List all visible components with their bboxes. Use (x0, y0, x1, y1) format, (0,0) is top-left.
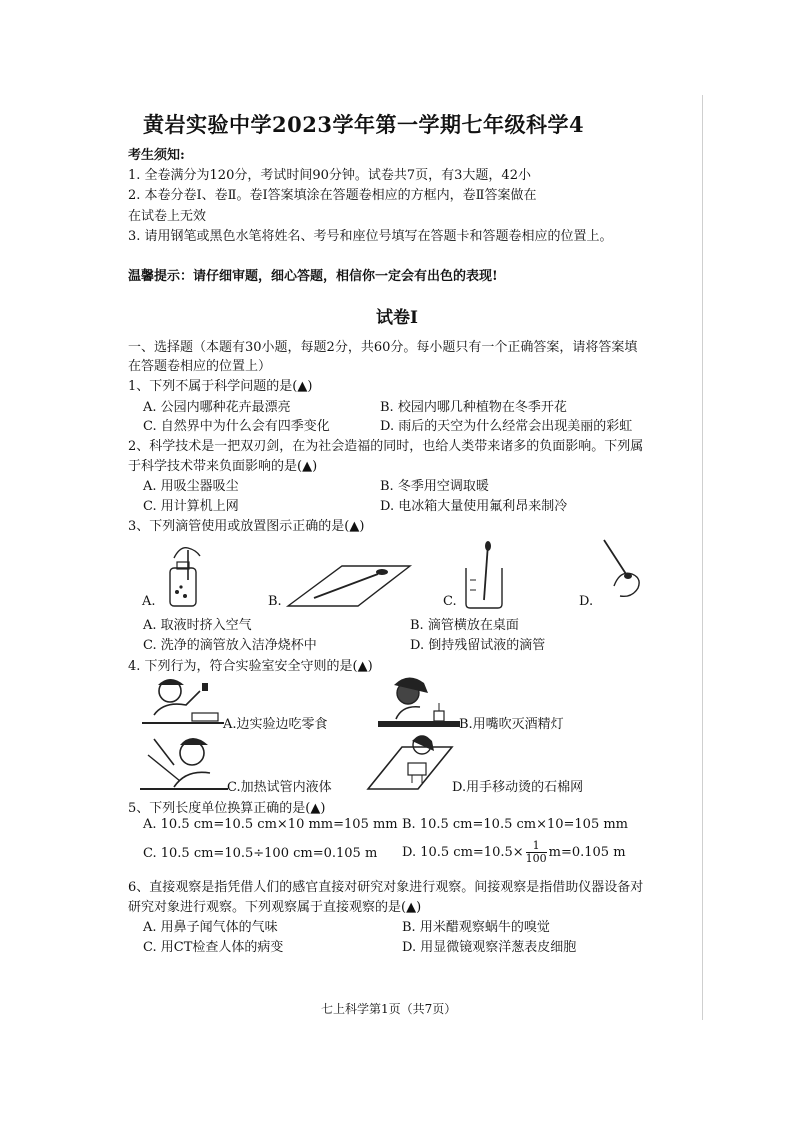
q6-stem-1: 6、直接观察是指凭借人们的感官直接对研究对象进行观察。间接观察是指借助仪器设备对 (128, 880, 644, 895)
q5-option-d-prefix: D. 10.5 cm=10.5× (402, 845, 524, 860)
q5-option-a: A. 10.5 cm=10.5 cm×10 mm=105 mm (143, 817, 398, 832)
q5-option-d (402, 840, 626, 865)
q3-fig-label-a: A. (142, 594, 156, 609)
dropper-on-table-figure (284, 560, 414, 610)
notice-item-3: 3. 请用钢笔或黑色水笔将姓名、考号和座位号填写在答题卡和答题卷相应的位置上。 (128, 229, 613, 244)
part1-line1: 一、选择题（本题有30小题，每题2分，共60分。每小题只有一个正确答案，请将答案填 (128, 340, 638, 355)
notice-heading: 考生须知: (128, 148, 185, 163)
page-edge-line (702, 95, 703, 1020)
q3-fig-label-c: C. (443, 594, 457, 609)
q3-option-b: B. 滴管横放在桌面 (410, 618, 519, 633)
q3-option-c: C. 洗净的滴管放入洁净烧杯中 (143, 638, 317, 653)
section-title: 试卷Ⅰ (376, 308, 418, 328)
dropper-in-bottle-figure (160, 540, 210, 610)
fraction (526, 840, 547, 865)
q1-option-c: C. 自然界中为什么会有四季变化 (143, 419, 330, 434)
q5-option-b: B. 10.5 cm=10.5 cm×10=105 mm (402, 817, 629, 832)
student-eating-figure (140, 675, 225, 730)
notice-item-2: 2. 本卷分卷Ⅰ、卷Ⅱ。卷Ⅰ答案填涂在答题卷相应的方框内，卷Ⅱ答案做在 (128, 188, 537, 203)
q6-stem-2: 研究对象进行观察。下列观察属于直接观察的是(▲) (128, 900, 422, 915)
q3-option-a: A. 取液时挤入空气 (143, 618, 252, 633)
tip-text: 温馨提示：请仔细审题，细心答题，相信你一定会有出色的表现! (128, 269, 498, 284)
q6-option-d: D. 用显微镜观察洋葱表皮细胞 (402, 940, 577, 955)
q1-option-a: A. 公园内哪种花卉最漂亮 (143, 400, 291, 415)
q6-option-b: B. 用米醋观察蜗牛的嗅觉 (402, 920, 550, 935)
fraction-numerator: 1 (526, 840, 547, 853)
student-heating-tube-figure (140, 735, 228, 793)
q5-stem: 5、下列长度单位换算正确的是(▲) (128, 801, 326, 816)
q5-option-c: C. 10.5 cm=10.5÷100 cm=0.105 m (143, 846, 378, 861)
q1-option-b: B. 校园内哪几种植物在冬季开花 (380, 400, 567, 415)
q4-option-a: A.边实验边吃零食 (223, 717, 328, 732)
page-footer: 七上科学第1页（共7页） (321, 1002, 457, 1016)
student-moving-gauze-figure (366, 735, 454, 793)
dropper-in-beaker-figure (460, 540, 510, 610)
inverted-dropper-hand-figure (598, 538, 648, 608)
q2-option-d: D. 电冰箱大量使用氟利昂来制冷 (380, 499, 568, 514)
q4-option-c: C.加热试管内液体 (227, 780, 332, 795)
q4-stem: 4. 下列行为，符合实验室安全守则的是(▲) (128, 659, 373, 674)
q5-option-d-suffix: m=0.105 m (548, 845, 626, 860)
q1-option-d: D. 雨后的天空为什么经常会出现美丽的彩虹 (380, 419, 633, 434)
exam-title: 黄岩实验中学2023学年第一学期七年级科学4 (143, 112, 585, 137)
fraction-denominator: 100 (525, 852, 547, 865)
q3-option-d: D. 倒持残留试液的滴管 (410, 638, 546, 653)
q1-stem: 1、下列不属于科学问题的是(▲) (128, 379, 313, 394)
q2-stem-2: 于科学技术带来负面影响的是(▲) (128, 459, 318, 474)
q2-option-a: A. 用吸尘器吸尘 (143, 479, 239, 494)
q4-option-d: D.用手移动烫的石棉网 (452, 780, 584, 795)
q3-fig-label-d: D. (579, 594, 594, 609)
part1-line2: 在答题卷相应的位置上） (128, 359, 272, 374)
student-blowing-lamp-figure (378, 675, 460, 730)
q3-fig-label-b: B. (268, 594, 282, 609)
q3-stem: 3、下列滴管使用或放置图示正确的是(▲) (128, 519, 365, 534)
notice-item-2-cont: 在试卷上无效 (128, 209, 207, 224)
notice-item-1: 1. 全卷满分为120分，考试时间90分钟。试卷共7页，有3大题，42小 (128, 168, 531, 183)
q6-option-a: A. 用鼻子闻气体的气味 (143, 920, 278, 935)
q6-option-c: C. 用CT检查人体的病变 (143, 940, 284, 955)
q4-option-b: B.用嘴吹灭酒精灯 (459, 717, 564, 732)
q2-option-b: B. 冬季用空调取暖 (380, 479, 489, 494)
q2-option-c: C. 用计算机上网 (143, 499, 239, 514)
q2-stem-1: 2、科学技术是一把双刃剑，在为社会造福的同时，也给人类带来诸多的负面影响。下列属 (128, 439, 644, 454)
